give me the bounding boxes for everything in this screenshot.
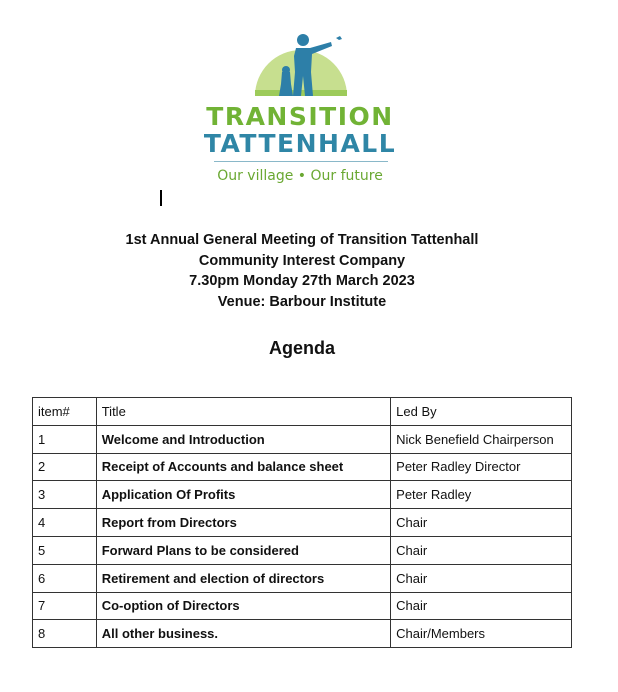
- row-title: Application Of Profits: [96, 481, 390, 509]
- table-row: [33, 620, 572, 648]
- row-led-by: Chair: [391, 536, 572, 564]
- row-title: All other business.: [96, 620, 390, 648]
- heading-line-2: Community Interest Company: [198, 252, 406, 269]
- table-row: [33, 453, 572, 481]
- row-led-by: Chair: [391, 564, 572, 592]
- row-led-by: Nick Benefield Chairperson: [391, 425, 572, 453]
- row-item: 3: [33, 481, 97, 509]
- row-led-by: Peter Radley: [391, 481, 572, 509]
- table-row: [33, 536, 572, 564]
- row-item: 4: [33, 509, 97, 537]
- table-row: [33, 564, 572, 592]
- row-led-by: Chair/Members: [391, 620, 572, 648]
- logo-divider: [214, 161, 388, 162]
- heading-line-4: Venue: Barbour Institute: [217, 293, 387, 310]
- transition-tattenhall-logo: [200, 28, 400, 198]
- row-item: 7: [33, 592, 97, 620]
- row-item: 1: [33, 425, 97, 453]
- logo-tagline: Our village • Our future: [217, 168, 383, 184]
- table-row: [33, 592, 572, 620]
- header-item: item#: [33, 398, 97, 426]
- table-row: [33, 425, 572, 453]
- logo-title-line2: TATTENHALL: [203, 129, 397, 158]
- row-title: Forward Plans to be considered: [96, 536, 390, 564]
- row-title: Receipt of Accounts and balance sheet: [96, 453, 390, 481]
- logo-emblem-icon: [200, 28, 400, 102]
- text-cursor: [160, 190, 162, 206]
- header-title: Title: [96, 398, 390, 426]
- table-row: [33, 509, 572, 537]
- header-led-by: Led By: [391, 398, 572, 426]
- meeting-heading: [0, 230, 604, 312]
- row-led-by: Chair: [391, 509, 572, 537]
- row-item: 5: [33, 536, 97, 564]
- logo-title-line1: TRANSITION: [206, 102, 394, 131]
- row-title: Retirement and election of directors: [96, 564, 390, 592]
- table-header-row: [33, 398, 572, 426]
- table-row: [33, 481, 572, 509]
- row-title: Welcome and Introduction: [96, 425, 390, 453]
- heading-line-1: 1st Annual General Meeting of Transition Tattenhall: [125, 232, 479, 248]
- row-led-by: Peter Radley Director: [391, 453, 572, 481]
- row-led-by: Chair: [391, 592, 572, 620]
- row-item: 8: [33, 620, 97, 648]
- row-title: Report from Directors: [96, 509, 390, 537]
- row-title: Co-option of Directors: [96, 592, 390, 620]
- row-item: 6: [33, 564, 97, 592]
- row-item: 2: [33, 453, 97, 481]
- heading-line-3: 7.30pm Monday 27th March 2023: [189, 273, 415, 289]
- agenda-title: Agenda: [268, 338, 335, 358]
- agenda-table: [32, 397, 572, 648]
